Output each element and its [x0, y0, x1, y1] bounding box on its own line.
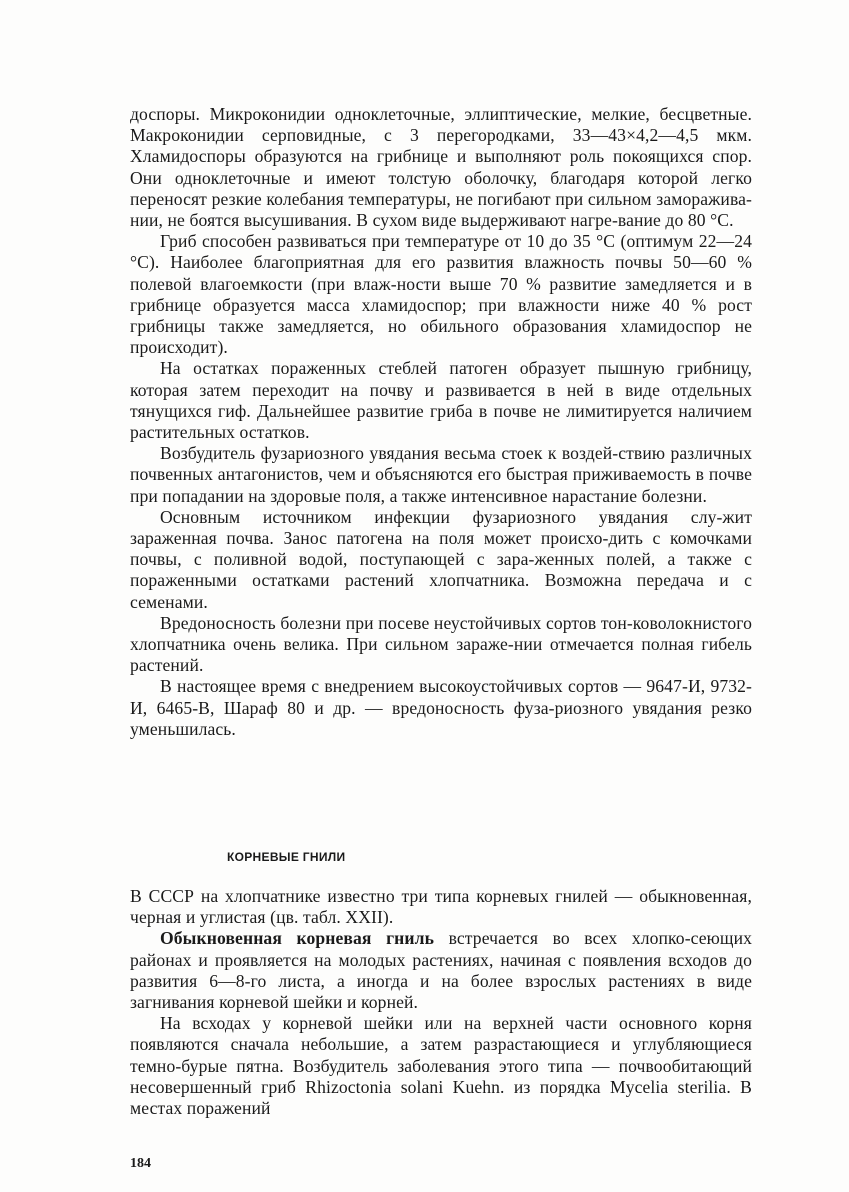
- paragraph: На остатках пораженных стеблей патоген образует пышную грибницу, которая затем переходит на почву и развивается в ней в виде отдельных тянущихся гиф. Дальнейшее развитие гриба в почве не лимитируется наличием растительных остатков.: [130, 358, 752, 443]
- paragraph: [130, 928, 752, 1013]
- text-block-lower: [130, 886, 752, 1119]
- paragraph: В СССР на хлопчатнике известно три типа корневых гнилей — обыкновенная, черная и углистая (цв. табл. XXII).: [130, 886, 752, 928]
- page-number: 184: [130, 1156, 151, 1171]
- paragraph: доспоры. Микроконидии одноклеточные, эллиптические, мелкие, бесцветные. Макроконидии серповидные, с 3 перегородками, 33—43×4,2—4,5 мкм. Хламидоспоры образуются на грибнице и выполняют роль покоящихся спор. Они одноклеточные и имеют толстую оболочку, благодаря которой легко переносят резкие колебания температуры, не погибают при сильном заморажива-нии, не боятся высушивания. В сухом виде выдерживают нагре-вание до 80 °С.: [130, 104, 752, 231]
- section-heading: КОРНЕВЫЕ ГНИЛИ: [227, 850, 346, 864]
- paragraph: В настоящее время с внедрением высокоустойчивых сортов — 9647-И, 9732-И, 6465-В, Шараф 80 и др. — вредоносность фуза-риозного увядания резко уменьшилась.: [130, 676, 752, 739]
- paragraph: Гриб способен развиваться при температуре от 10 до 35 °С (оптимум 22—24 °С). Наиболее благоприятная для его развития влажность почвы 50—60 % полевой влагоемкости (при влаж-ности выше 70 % развитие замедляется и в грибнице образуется масса хламидоспор; при влажности ниже 40 % рост грибницы также замедляется, но обильного образования хламидоспор не происходит).: [130, 231, 752, 358]
- paragraph-text: встречается во всех хлопко-сеющих районах и проявляется на молодых растениях, начиная с появления всходов до развития 6—8-го листа, а иногда и на более взрослых растениях в виде загнивания корневой шейки и корней.: [130, 928, 752, 1013]
- text-block-upper: [130, 104, 752, 740]
- paragraph: Возбудитель фузариозного увядания весьма стоек к воздей-ствию различных почвенных антагонистов, чем и объясняются его быстрая приживаемость в почве при попадании на здоровые поля, а также интенсивное нарастание болезни.: [130, 443, 752, 506]
- paragraph: Основным источником инфекции фузариозного увядания слу-жит зараженная почва. Занос патогена на поля может происхо-дить с комочками почвы, с поливной водой, поступающей с зара-женных полей, а также с пораженными остатками растений хлопчатника. Возможна передача и с семенами.: [130, 506, 752, 612]
- bold-term: Обыкновенная корневая гниль: [160, 928, 435, 949]
- paragraph: Вредоносность болезни при посеве неустойчивых сортов тон-коволокнистого хлопчатника очень велика. При сильном зараже-нии отмечается полная гибель растений.: [130, 612, 752, 676]
- paragraph: На всходах у корневой шейки или на верхней части основного корня появляются сначала небольшие, а затем разрастающиеся и углубляющиеся темно-бурые пятна. Возбудитель заболевания этого типа — почвообитающий несовершенный гриб Rhizoctonia solani Kuehn. из порядка Mycelia sterilia. В местах поражений: [130, 1013, 752, 1119]
